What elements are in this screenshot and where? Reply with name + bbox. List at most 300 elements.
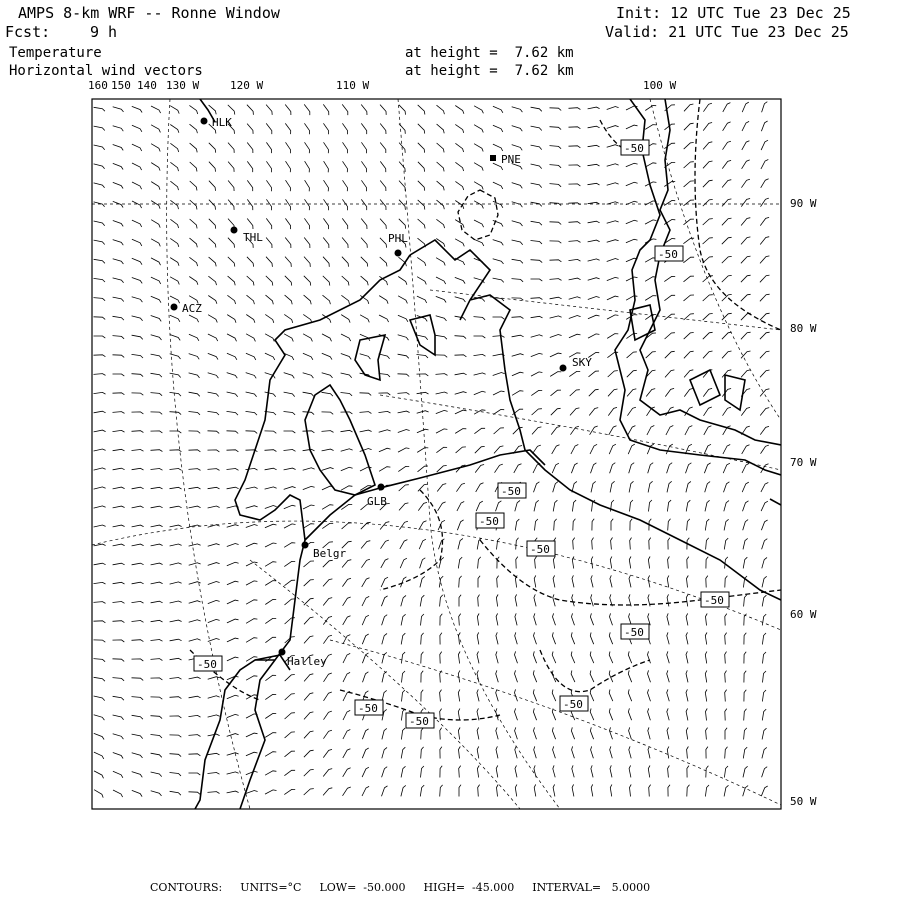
- wind-vector: [228, 238, 235, 248]
- wind-vector: [341, 334, 351, 341]
- wind-vector: [554, 519, 557, 531]
- lon-label-120: 120 W: [230, 79, 264, 92]
- contour-label-7: [621, 624, 649, 639]
- height-temperature: at height = 7.62 km: [405, 45, 574, 61]
- wind-vector: [361, 142, 366, 153]
- wind-vector: [324, 142, 329, 153]
- wind-vector: [132, 525, 144, 527]
- wind-vector: [132, 468, 144, 470]
- wind-vector: [629, 765, 631, 777]
- wind-vector: [341, 430, 353, 432]
- wind-vector: [132, 506, 144, 508]
- wind-vector: [361, 105, 367, 116]
- wind-vector: [341, 449, 353, 451]
- wind-vector: [305, 142, 310, 153]
- wind-vector: [515, 632, 518, 644]
- wind-vector: [569, 146, 581, 148]
- wind-vector: [704, 444, 711, 454]
- wind-vector: [512, 279, 524, 282]
- wind-vector: [455, 336, 467, 339]
- wind-vector: [363, 672, 369, 682]
- wind-vector: [762, 709, 766, 720]
- wind-vector: [151, 182, 160, 190]
- wind-vector: [512, 145, 523, 151]
- wind-vector: [265, 581, 276, 586]
- wind-vector: [227, 487, 239, 489]
- svg-text:-50: -50: [704, 594, 724, 607]
- contour-label-6: [701, 592, 729, 607]
- wind-vector: [94, 525, 106, 527]
- wind-vector: [421, 766, 424, 778]
- wind-vector: [303, 314, 312, 323]
- wind-vector: [761, 160, 768, 170]
- wind-vector: [550, 108, 562, 111]
- wind-vector: [341, 467, 353, 470]
- wind-vector: [531, 390, 542, 395]
- wind-vector: [550, 372, 561, 377]
- wind-vector: [478, 576, 480, 588]
- wind-vector: [760, 217, 769, 225]
- wind-vector: [151, 697, 163, 699]
- wind-vector: [684, 181, 694, 187]
- wind-vector: [303, 431, 315, 433]
- wind-vector: [552, 632, 555, 644]
- wind-vector: [533, 708, 536, 720]
- wind-vector: [401, 766, 405, 777]
- wind-vector: [532, 409, 542, 415]
- wind-vector: [418, 124, 425, 134]
- wind-vector: [572, 575, 574, 587]
- wind-vector: [246, 525, 258, 528]
- wind-vector: [265, 771, 276, 775]
- wind-vector: [667, 651, 670, 663]
- wind-vector: [266, 105, 272, 115]
- wind-vector: [440, 671, 442, 683]
- wind-vector: [436, 410, 448, 413]
- wind-vector: [151, 582, 163, 584]
- wind-vector: [436, 447, 447, 452]
- wind-vector: [323, 769, 332, 777]
- wind-vector: [607, 296, 619, 300]
- wind-vector: [189, 792, 201, 795]
- wind-vector: [610, 785, 612, 797]
- wind-vector: [760, 294, 770, 301]
- wind-vector: [553, 482, 558, 493]
- wind-vector: [151, 601, 163, 603]
- wind-vector: [496, 708, 499, 720]
- wind-vector: [626, 163, 638, 166]
- wind-vector: [744, 709, 747, 721]
- wind-vector: [459, 576, 462, 588]
- wind-vector: [170, 373, 181, 377]
- wind-vector: [151, 620, 163, 622]
- wind-vector: [667, 613, 669, 625]
- wind-vector: [570, 390, 580, 396]
- wind-vector: [666, 426, 673, 436]
- wind-vector: [285, 713, 295, 719]
- wind-vector: [609, 708, 612, 720]
- svg-text:THL: THL: [243, 231, 263, 244]
- wind-vector: [667, 689, 670, 701]
- wind-vector: [667, 708, 669, 720]
- wind-vector: [762, 614, 766, 625]
- wind-vector: [589, 371, 600, 377]
- wind-vector: [418, 181, 425, 191]
- wind-vector: [94, 582, 106, 584]
- wind-vector: [762, 539, 768, 550]
- wind-vector: [458, 728, 460, 740]
- wind-vector: [458, 557, 462, 568]
- wind-vector: [515, 519, 519, 530]
- wind-vector: [515, 670, 518, 682]
- wind-vector: [493, 144, 503, 151]
- wind-vector: [247, 276, 254, 286]
- wind-vector: [666, 444, 673, 454]
- henry-ice-rise: [355, 335, 385, 380]
- contour-label-5: [527, 541, 555, 556]
- wind-vector: [477, 708, 479, 720]
- wind-vector: [762, 595, 766, 606]
- wind-vector: [569, 184, 581, 186]
- wind-vector: [132, 790, 142, 796]
- wind-vector: [760, 275, 770, 282]
- wind-vector: [190, 238, 198, 247]
- wind-vector: [418, 143, 425, 153]
- wind-vector: [303, 524, 314, 529]
- wind-vector: [304, 731, 314, 738]
- wind-vector: [760, 370, 770, 377]
- wind-vector: [762, 767, 768, 778]
- wind-vector: [683, 257, 694, 263]
- wind-vector: [456, 447, 466, 453]
- wind-vector: [588, 240, 600, 242]
- wind-vector: [531, 221, 542, 225]
- wind-vector: [590, 690, 594, 702]
- wind-vector: [190, 200, 197, 210]
- contour-east-1: [695, 99, 781, 330]
- wind-vector: [208, 392, 219, 396]
- wind-vector: [588, 315, 600, 319]
- wind-vector: [246, 543, 258, 547]
- wind-vector: [496, 632, 498, 644]
- wind-vector: [532, 427, 541, 435]
- wind-vector: [684, 143, 694, 150]
- height-wind: at height = 7.62 km: [405, 63, 574, 79]
- wind-vector: [741, 370, 750, 378]
- svg-text:PNE: PNE: [501, 153, 521, 166]
- lon-label-150: 150: [111, 79, 131, 92]
- wind-vector: [550, 241, 562, 243]
- wind-vector: [645, 220, 656, 224]
- svg-text:Belgr: Belgr: [313, 547, 347, 560]
- wind-vector: [113, 163, 123, 169]
- wind-vector: [419, 539, 426, 549]
- wind-vector: [246, 373, 257, 379]
- contour-label-4: [476, 513, 504, 528]
- wind-vector: [132, 544, 144, 546]
- wind-vector: [381, 540, 389, 549]
- wind-vector: [686, 728, 688, 740]
- low-label: LOW= -50.000: [319, 881, 406, 894]
- wind-vector: [629, 727, 632, 739]
- meridian-80w: [430, 290, 781, 330]
- wind-vector: [649, 500, 652, 512]
- wind-vector: [687, 557, 689, 569]
- wind-vector: [610, 765, 612, 777]
- wind-vector: [609, 632, 612, 644]
- wind-vector: [703, 199, 713, 206]
- wind-vector: [380, 238, 387, 248]
- wind-vector: [436, 296, 446, 302]
- wind-vector: [495, 464, 503, 473]
- wind-vector: [455, 162, 463, 171]
- wind-vector: [417, 277, 426, 285]
- wind-vector: [477, 689, 479, 701]
- wind-vector: [610, 481, 615, 492]
- wind-vector: [379, 411, 391, 413]
- wind-vector: [664, 295, 675, 300]
- wind-vector: [723, 122, 731, 131]
- wind-vector: [247, 219, 253, 230]
- wind-vector: [722, 256, 732, 263]
- wind-vector: [514, 464, 522, 473]
- wind-vector: [399, 521, 408, 530]
- wind-vector: [227, 600, 239, 604]
- wind-vector: [534, 482, 540, 492]
- wind-vector: [266, 218, 271, 229]
- wind-vector: [493, 391, 505, 395]
- wind-vector: [684, 219, 695, 225]
- wind-vector: [284, 580, 295, 586]
- wind-vector: [342, 578, 351, 586]
- wind-vector: [610, 575, 612, 587]
- wind-vector: [684, 200, 695, 206]
- wind-vector: [113, 201, 123, 207]
- wind-vector: [361, 199, 366, 210]
- wind-vector: [743, 501, 749, 511]
- wind-vector: [361, 257, 368, 267]
- wind-vector: [743, 766, 748, 777]
- wind-vector: [151, 220, 160, 228]
- lat-label-70: 70 W: [790, 456, 817, 469]
- wind-vector: [459, 614, 461, 626]
- wind-vector: [151, 296, 161, 302]
- wind-vector: [665, 351, 675, 358]
- wind-vector: [497, 538, 500, 550]
- wind-vector: [265, 694, 276, 699]
- wind-vector: [667, 727, 669, 739]
- wind-vector: [304, 561, 315, 567]
- wind-vector: [436, 392, 448, 394]
- wind-vector: [497, 557, 499, 569]
- wind-vector: [132, 182, 142, 189]
- wind-vector: [170, 563, 182, 565]
- wind-vector: [589, 389, 599, 396]
- wind-vector: [667, 747, 669, 759]
- wind-vector: [361, 238, 367, 248]
- coastline: [195, 99, 781, 809]
- wind-vector: [399, 485, 409, 491]
- meridian-60w: [92, 521, 781, 630]
- wind-vector: [113, 182, 123, 188]
- wind-vector: [706, 538, 709, 550]
- wind-vector: [265, 450, 277, 452]
- wind-vector: [208, 506, 220, 508]
- wind-vector: [266, 199, 271, 210]
- wind-vector: [627, 389, 636, 397]
- island-2: [725, 375, 745, 410]
- wind-vector: [572, 500, 576, 511]
- wind-vector: [342, 199, 347, 210]
- wind-vector: [189, 620, 201, 622]
- wind-vector: [266, 276, 273, 286]
- wind-vector: [455, 106, 464, 114]
- wind-vector: [189, 677, 201, 679]
- wind-vector: [284, 524, 296, 528]
- wind-vector: [626, 277, 638, 281]
- wind-vector: [684, 276, 695, 282]
- wind-vector: [246, 411, 258, 415]
- wind-vector: [550, 353, 562, 357]
- wind-vector: [208, 469, 220, 471]
- wind-vector: [742, 102, 749, 112]
- wind-vector: [151, 106, 161, 113]
- wind-vector: [534, 746, 537, 758]
- wind-vector: [684, 104, 693, 111]
- wind-vector: [170, 315, 180, 322]
- wind-vector: [570, 408, 579, 416]
- wind-vector: [571, 652, 575, 664]
- svg-text:HLK: HLK: [212, 116, 232, 129]
- station-belgr: [302, 542, 347, 561]
- wind-vector: [493, 125, 503, 132]
- wind-vector: [189, 563, 201, 565]
- wind-vector: [648, 651, 651, 663]
- wind-vector: [609, 444, 616, 454]
- wind-vector: [265, 600, 276, 605]
- wind-vector: [284, 468, 296, 470]
- wind-vector: [706, 728, 708, 740]
- wind-vector: [189, 754, 201, 756]
- wind-vector: [704, 426, 712, 435]
- wind-vector: [573, 538, 575, 550]
- wind-vector: [534, 784, 536, 796]
- wind-vector: [379, 448, 391, 452]
- wind-vector: [553, 613, 556, 625]
- coast-fragment-se: [770, 499, 781, 505]
- wind-vector: [151, 469, 163, 471]
- wind-vector: [227, 791, 239, 793]
- wind-vector: [94, 374, 106, 376]
- wind-vector: [323, 598, 332, 606]
- wind-vector: [608, 371, 618, 377]
- wind-vector: [550, 260, 562, 262]
- wind-vector: [399, 219, 406, 229]
- wind-vector: [324, 711, 332, 720]
- wind-vector: [550, 279, 562, 281]
- wind-vector: [569, 316, 581, 319]
- wind-vector: [512, 202, 523, 208]
- wind-vector: [477, 727, 479, 739]
- wind-vector: [189, 696, 201, 698]
- wind-vector: [459, 766, 461, 778]
- wind-vector: [553, 594, 555, 606]
- wind-vector: [684, 351, 694, 358]
- wind-vector: [208, 563, 220, 566]
- wind-vector: [227, 753, 239, 756]
- wind-vector: [722, 218, 732, 225]
- wind-vector: [744, 690, 746, 702]
- wind-vector: [724, 519, 729, 530]
- wind-vector: [630, 519, 632, 531]
- wind-vector: [246, 600, 257, 604]
- wind-vector: [474, 239, 484, 246]
- wind-vector: [379, 393, 391, 395]
- wind-vector: [209, 143, 216, 153]
- wind-vector: [496, 501, 502, 511]
- wind-vector: [667, 481, 672, 492]
- wind-vector: [667, 500, 671, 511]
- wind-vector: [113, 734, 124, 739]
- wind-vector: [189, 544, 201, 546]
- wind-vector: [113, 602, 125, 604]
- contour-label-3: [498, 483, 526, 498]
- wind-vector: [341, 486, 352, 490]
- wind-vector: [762, 558, 767, 569]
- wind-vector: [151, 735, 163, 739]
- wind-vector: [208, 296, 217, 304]
- wind-vector: [417, 296, 427, 303]
- wind-vector: [170, 200, 178, 209]
- wind-vector: [630, 785, 632, 797]
- wind-vector: [132, 450, 144, 452]
- wind-vector: [113, 525, 125, 527]
- wind-vector: [170, 678, 182, 680]
- wind-vector: [725, 633, 727, 645]
- wind-vector: [382, 767, 388, 778]
- wind-vector: [189, 469, 201, 471]
- wind-vector: [455, 373, 467, 375]
- wind-vector: [459, 785, 461, 797]
- wind-vector: [113, 771, 123, 778]
- wind-vector: [380, 161, 386, 172]
- wind-vector: [436, 258, 445, 266]
- wind-vector: [683, 238, 694, 244]
- wind-vector: [170, 181, 178, 190]
- wind-vector: [420, 785, 424, 796]
- wind-vector: [722, 389, 731, 397]
- wind-vector: [742, 482, 749, 492]
- wind-vector: [571, 632, 574, 644]
- wind-vector: [436, 277, 446, 284]
- wind-vector: [189, 412, 201, 415]
- wind-vector: [552, 652, 556, 664]
- wind-vector: [343, 616, 351, 625]
- wind-vector: [705, 671, 707, 683]
- wind-vector: [420, 595, 424, 606]
- wind-vector: [247, 257, 254, 267]
- wind-vector: [94, 278, 106, 282]
- field-temperature: Temperature: [9, 45, 102, 61]
- wind-vector: [455, 181, 463, 190]
- wind-vector: [627, 370, 637, 377]
- wind-vector: [645, 106, 656, 111]
- wind-vector: [382, 786, 388, 796]
- wind-vector: [189, 354, 200, 360]
- wind-vector: [227, 638, 239, 642]
- wind-vector: [421, 671, 423, 683]
- wind-vector: [630, 538, 632, 550]
